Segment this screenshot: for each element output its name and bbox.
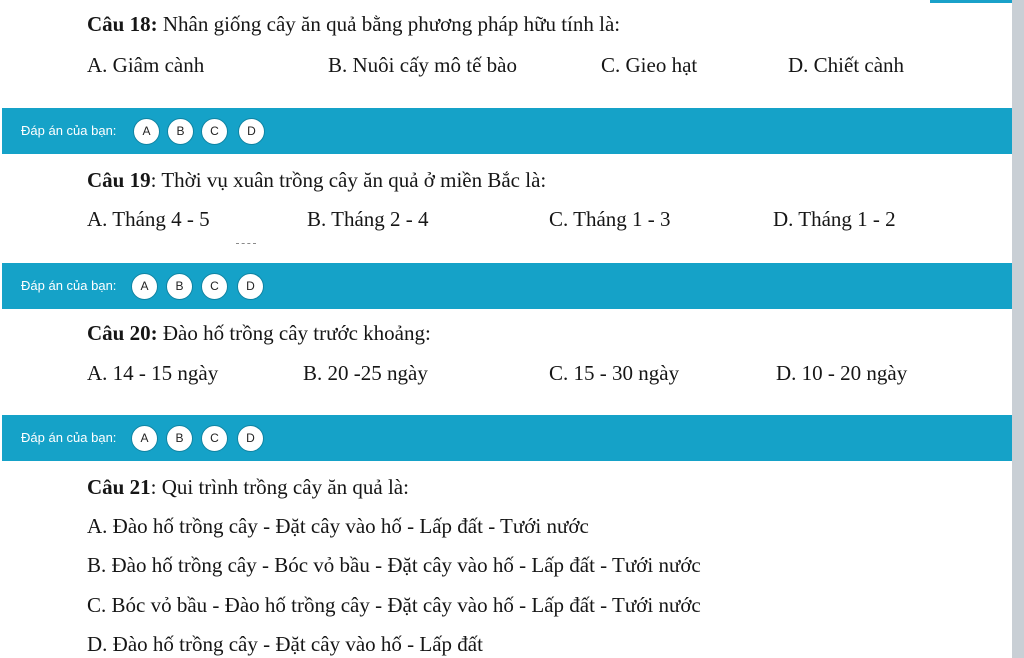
question-number: Câu 20:: [87, 321, 158, 345]
answer-choice-d[interactable]: D: [238, 118, 265, 145]
question-text: : Thời vụ xuân trồng cây ăn quả ở miền Bắc là:: [150, 168, 547, 192]
answer-choice-c[interactable]: C: [201, 425, 228, 452]
answer-choice-c[interactable]: C: [201, 273, 228, 300]
answer-choice-a[interactable]: A: [131, 425, 158, 452]
question-19-option-a: A. Tháng 4 - 5: [87, 207, 210, 231]
top-accent-line: [930, 0, 1012, 3]
question-21-option-d: D. Đào hố trồng cây - Đặt cây vào hố - Lấp đất: [87, 632, 483, 656]
question-20-option-c: C. 15 - 30 ngày: [549, 361, 680, 385]
answer-choice-c[interactable]: C: [201, 118, 228, 145]
answer-choice-b[interactable]: B: [166, 273, 193, 300]
question-18-option-b: B. Nuôi cấy mô tế bào: [328, 53, 517, 77]
answer-choice-b[interactable]: B: [166, 425, 193, 452]
answer-choice-b[interactable]: B: [167, 118, 194, 145]
question-18-option-a: A. Giâm cành: [87, 53, 205, 77]
question-text: : Qui trình trồng cây ăn quả là:: [150, 475, 409, 499]
question-20-option-b: B. 20 -25 ngày: [303, 361, 428, 385]
scrollbar-track[interactable]: [1012, 0, 1024, 658]
question-number: Câu 21: [87, 475, 151, 499]
question-21-title: [87, 474, 409, 500]
question-19-option-c: C. Tháng 1 - 3: [549, 207, 671, 231]
question-21-option-b: B. Đào hố trồng cây - Bóc vỏ bầu - Đặt cây vào hố - Lấp đất - Tưới nước: [87, 553, 701, 577]
question-text: Nhân giống cây ăn quả bằng phương pháp hữu tính là:: [157, 12, 621, 36]
question-20-option-a: A. 14 - 15 ngày: [87, 361, 219, 385]
answer-label: Đáp án của bạn:: [21, 278, 117, 293]
answer-bar-19: [2, 263, 1012, 309]
stray-dash-mark: [236, 243, 256, 245]
question-20-option-d: D. 10 - 20 ngày: [776, 361, 908, 385]
question-20-title: [87, 320, 431, 346]
question-18-option-d: D. Chiết cành: [788, 53, 905, 77]
question-number: Câu 19: [87, 168, 151, 192]
answer-bar-20: [2, 415, 1012, 461]
answer-label: Đáp án của bạn:: [21, 123, 117, 138]
question-text: Đào hố trồng cây trước khoảng:: [157, 321, 431, 345]
question-19-option-b: B. Tháng 2 - 4: [307, 207, 429, 231]
question-21-option-a: A. Đào hố trồng cây - Đặt cây vào hố - Lấp đất - Tưới nước: [87, 514, 589, 538]
question-19-option-d: D. Tháng 1 - 2: [773, 207, 896, 231]
answer-choice-a[interactable]: A: [131, 273, 158, 300]
question-19-title: [87, 167, 546, 193]
question-21-option-c: C. Bóc vỏ bầu - Đào hố trồng cây - Đặt cây vào hố - Lấp đất - Tưới nước: [87, 593, 701, 617]
question-18-title: [87, 11, 620, 37]
answer-bar-18: [2, 108, 1012, 154]
answer-choice-a[interactable]: A: [133, 118, 160, 145]
answer-choice-d[interactable]: D: [237, 273, 264, 300]
answer-choice-d[interactable]: D: [237, 425, 264, 452]
answer-label: Đáp án của bạn:: [21, 430, 117, 445]
question-18-option-c: C. Gieo hạt: [601, 53, 698, 77]
question-number: Câu 18:: [87, 12, 158, 36]
